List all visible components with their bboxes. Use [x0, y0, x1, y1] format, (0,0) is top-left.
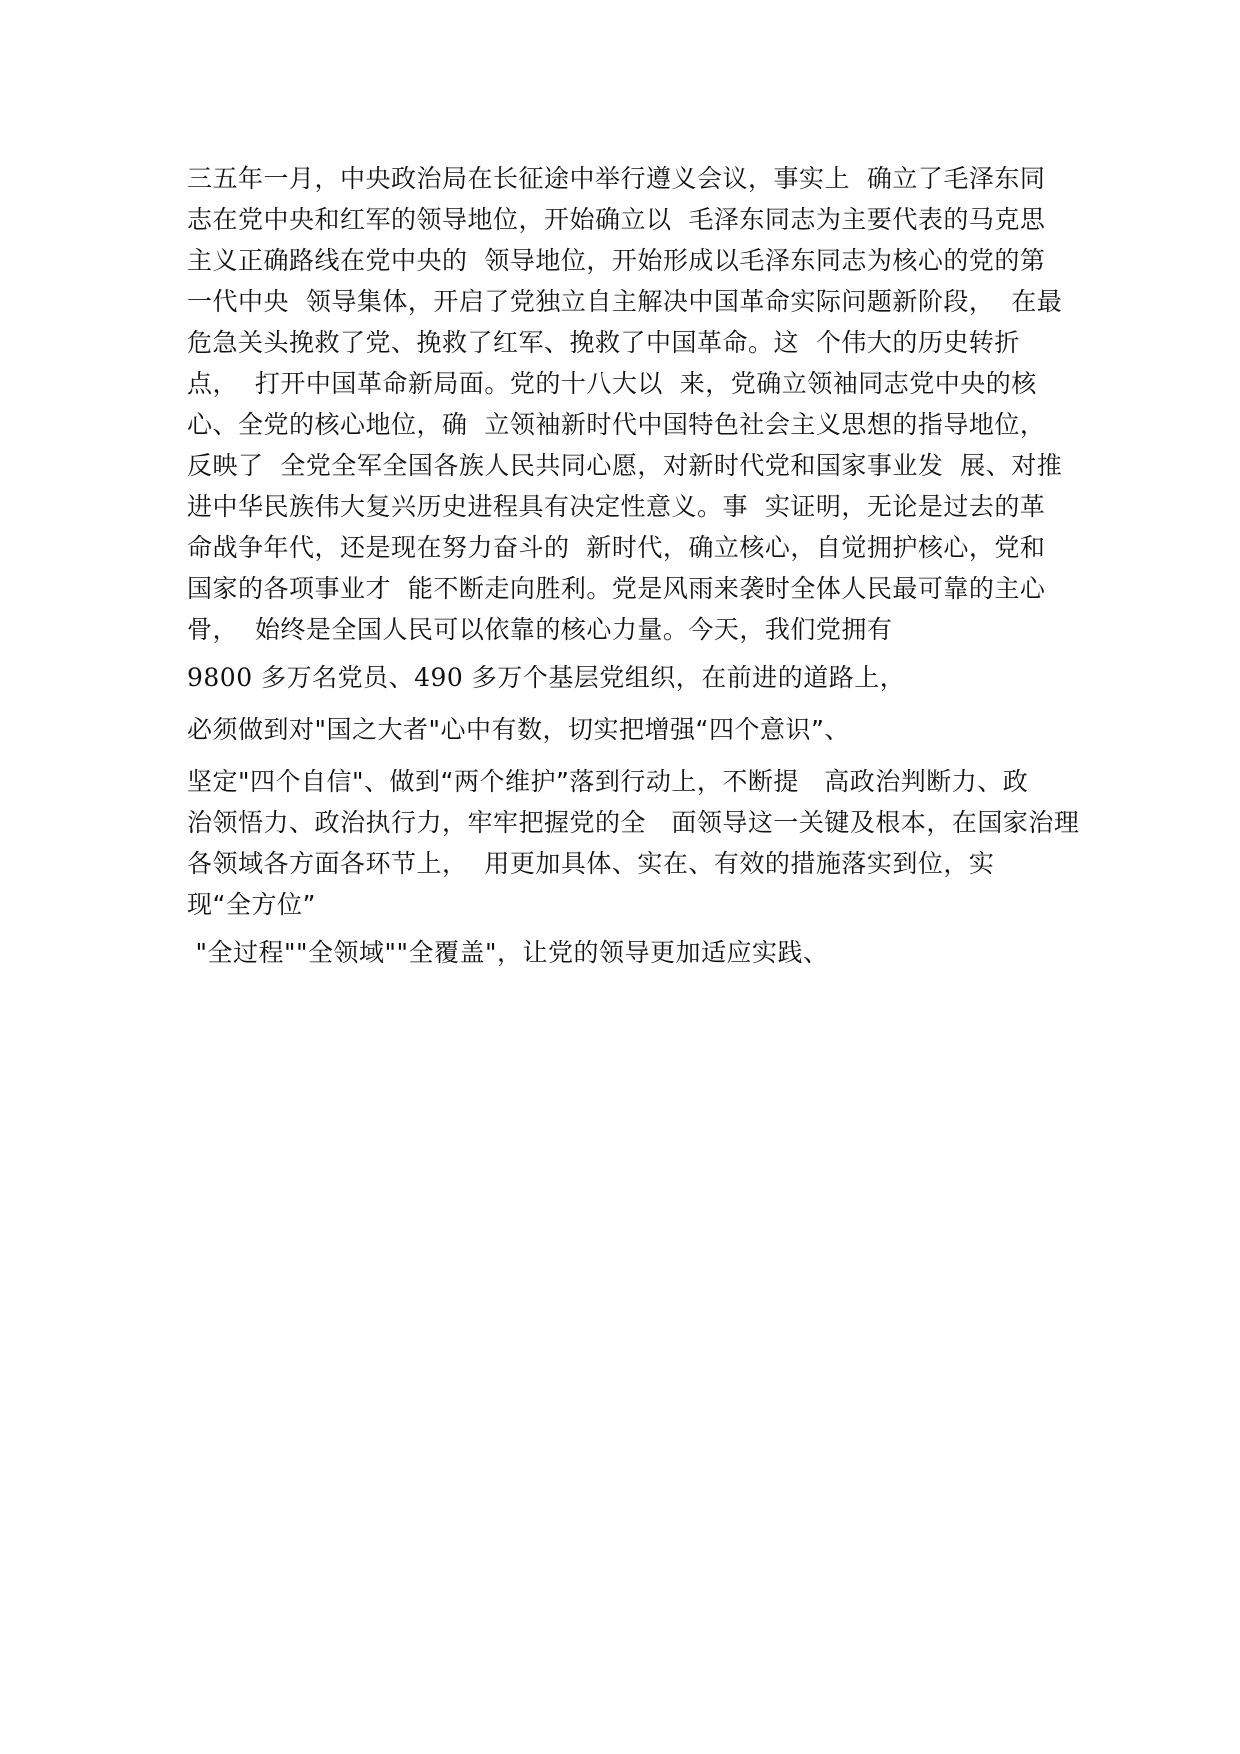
paragraph-4-line-2: 治领悟力、政治执行力，牢牢把握党的全 面领导这一关键及根本，在国家治理: [187, 808, 1080, 837]
paragraph-5: "全过程""全领域""全覆盖"，让党的领导更加适应实践、: [187, 938, 829, 967]
paragraph-1-line-10: 命战争年代，还是现在努力奋斗的 新时代，确立核心，自觉拥护核心，党和: [187, 533, 1046, 562]
paragraph-1-line-3: 主义正确路线在党中央的 领导地位，开始形成以毛泽东同志为核心的党的第: [187, 246, 1046, 275]
party-member-count: 9800: [187, 663, 253, 692]
paragraph-1-line-11: 国家的各项事业才 能不断走向胜利。党是风雨来袭时全体人民最可靠的主心: [187, 574, 1046, 603]
paragraph-1-line-5: 危急关头挽救了党、挽救了红军、挽救了中国革命。这 个伟大的历史转折: [187, 328, 1020, 357]
paragraph-1-line-1: 三五年一月，中央政治局在长征途中举行遵义会议，事实上 确立了毛泽东同: [187, 164, 1046, 193]
paragraph-1-line-6: 点， 打开中国革命新局面。党的十八大以 来，党确立领袖同志党中央的核: [187, 369, 1037, 398]
paragraph-3: 必须做到对"国之大者"心中有数，切实把增强“四个意识”、: [187, 715, 850, 744]
paragraph-2-text-2: 多万个基层党组织，在前进的道路上，: [463, 663, 906, 692]
paragraph-1-line-8: 反映了 全党全军全国各族人民共同心愿，对新时代党和国家事业发 展、对推: [187, 451, 1063, 480]
paragraph-4-line-1: 坚定"四个自信"、做到“两个维护”落到行动上，不断提 高政治判断力、政: [187, 767, 1029, 796]
paragraph-1-line-4: 一代中央 领导集体，开启了党独立自主解决中国革命实际问题新阶段， 在最: [187, 287, 1063, 316]
paragraph-1-line-2: 志在党中央和红军的领导地位，开始确立以 毛泽东同志为主要代表的马克思: [187, 205, 1046, 234]
paragraph-4-line-4: 现“全方位”: [187, 890, 316, 919]
paragraph-4-line-3: 各领域各方面各环节上， 用更加具体、实在、有效的措施落实到位，实: [187, 849, 995, 878]
paragraph-1-line-12: 骨， 始终是全国人民可以依靠的核心力量。今天，我们党拥有: [187, 615, 893, 644]
paragraph-1-line-9: 进中华民族伟大复兴历史进程具有决定性意义。事 实证明，无论是过去的革: [187, 492, 1046, 521]
party-organization-count: 490: [414, 663, 464, 692]
paragraph-2: [187, 662, 905, 694]
paragraph-1-line-7: 心、全党的核心地位，确 立领袖新时代中国特色社会主义思想的指导地位，: [187, 410, 1046, 439]
paragraph-2-text-1: 多万名党员、: [252, 663, 415, 692]
